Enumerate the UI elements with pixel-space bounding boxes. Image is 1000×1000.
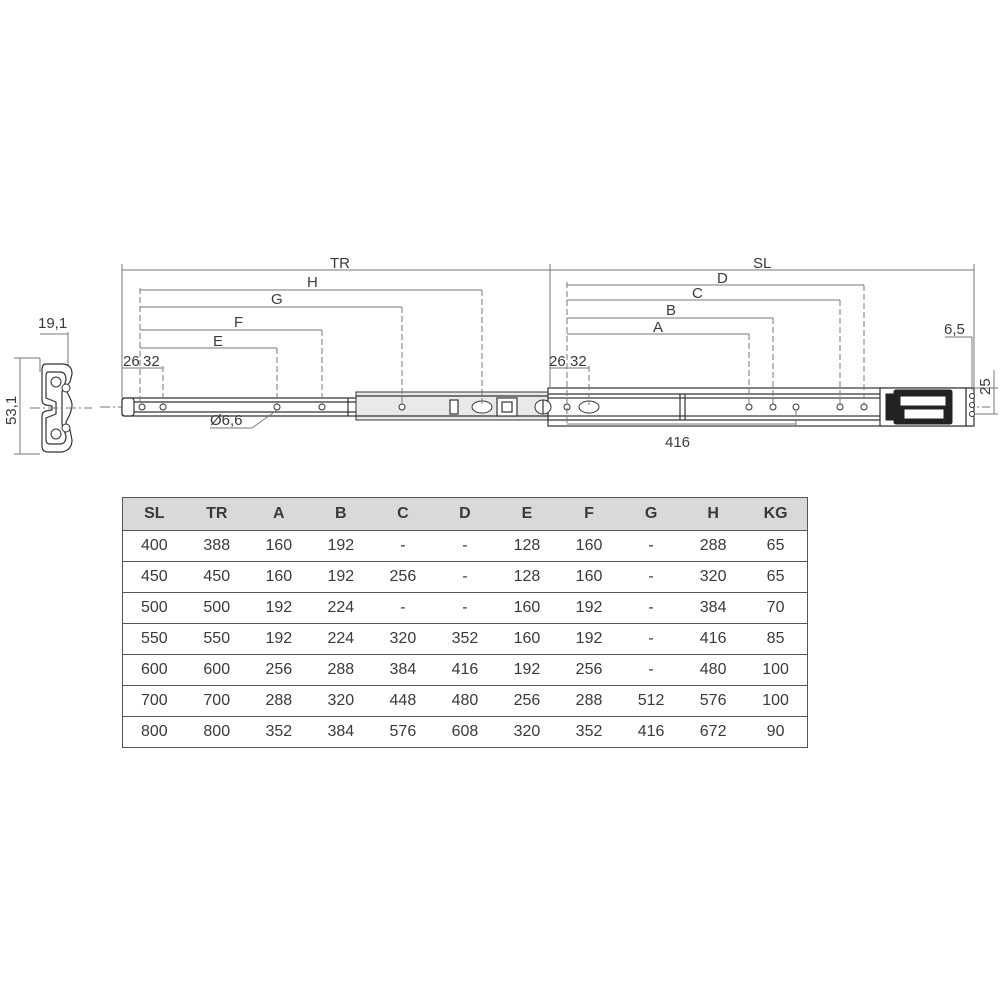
table-cell: 192 <box>575 630 603 647</box>
table-cell: 100 <box>762 692 789 709</box>
column-header-d: D <box>434 498 496 531</box>
table-cell: 320 <box>389 630 417 647</box>
table-row <box>123 593 808 624</box>
dim-b-label: B <box>666 302 677 319</box>
table-cell: 65 <box>766 568 785 585</box>
table-cell: 400 <box>141 537 168 554</box>
column-header-tr: TR <box>186 498 248 531</box>
table-cell: 352 <box>451 630 479 647</box>
dim-416-label: 416 <box>665 434 691 451</box>
table-cell: 192 <box>265 630 293 647</box>
table-cell: 224 <box>327 630 355 647</box>
mount-hole <box>139 404 145 410</box>
table-row <box>123 624 808 655</box>
mount-hole <box>746 404 752 410</box>
table-cell: - <box>462 537 468 554</box>
table-cell: - <box>462 599 468 616</box>
table-cell: 160 <box>575 537 603 554</box>
table-cell: 608 <box>451 723 479 740</box>
table-cell: - <box>648 630 654 647</box>
table-cell: 288 <box>327 661 355 678</box>
mount-hole <box>399 404 405 410</box>
table-cell: 256 <box>575 661 603 678</box>
dim-left-32: 32 <box>143 353 160 370</box>
dim-f-label: F <box>234 314 244 331</box>
table-cell: - <box>400 537 406 554</box>
table-cell: 100 <box>762 661 789 678</box>
table-cell: 320 <box>699 568 727 585</box>
table-cell: 416 <box>451 661 479 678</box>
table-cell: - <box>648 599 654 616</box>
table-cell: 416 <box>699 630 727 647</box>
table-cell: 672 <box>699 723 727 740</box>
column-header-f: F <box>558 498 620 531</box>
table-cell: 65 <box>766 537 785 554</box>
table-row <box>123 655 808 686</box>
dim-d-label: D <box>717 270 728 287</box>
column-header-a: A <box>248 498 310 531</box>
table-cell: 352 <box>265 723 293 740</box>
dim-sl-label: SL <box>753 255 772 272</box>
dim-height-label: 53,1 <box>3 395 20 425</box>
spec-table <box>122 497 808 748</box>
table-cell: 600 <box>141 661 168 678</box>
table-cell: 450 <box>141 568 168 585</box>
table-cell: - <box>462 568 468 585</box>
dim-tr-label: TR <box>330 255 350 272</box>
table-cell: 160 <box>575 568 603 585</box>
table-cell: 90 <box>766 723 785 740</box>
table-cell: 160 <box>513 630 541 647</box>
table-cell: 192 <box>265 599 293 616</box>
table-row <box>123 686 808 717</box>
table-cell: 70 <box>766 599 785 616</box>
table-cell: 600 <box>203 661 231 678</box>
table-cell: 700 <box>141 692 168 709</box>
table-cell: 480 <box>451 692 479 709</box>
table-cell: 85 <box>766 630 785 647</box>
dim-right-26: 26 <box>549 353 566 370</box>
table-cell: 500 <box>141 599 168 616</box>
table-cell: 288 <box>265 692 293 709</box>
table-cell: 352 <box>575 723 603 740</box>
table-cell: 800 <box>203 723 231 740</box>
dim-width-label: 19,1 <box>38 315 68 332</box>
dim-e-label: E <box>213 333 224 350</box>
table-row <box>123 717 808 748</box>
column-header-sl: SL <box>123 498 186 531</box>
table-cell: - <box>648 537 654 554</box>
table-cell: 160 <box>513 599 541 616</box>
table-cell: 288 <box>699 537 727 554</box>
dim-a-label: A <box>653 319 664 336</box>
table-header-row <box>123 498 808 531</box>
table-cell: 320 <box>513 723 541 740</box>
mount-hole <box>793 404 799 410</box>
table-cell: 448 <box>389 692 417 709</box>
dim-6-5-label: 6,5 <box>944 321 965 338</box>
table-cell: 384 <box>327 723 355 740</box>
table-cell: 800 <box>141 723 168 740</box>
dim-g-label: G <box>271 291 283 308</box>
table-cell: 550 <box>203 630 231 647</box>
dim-h-label: H <box>307 274 318 291</box>
table-cell: 388 <box>203 537 231 554</box>
dim-25-label: 25 <box>977 378 994 395</box>
table-cell: 384 <box>699 599 727 616</box>
table-cell: 576 <box>389 723 417 740</box>
dim-left-26: 26 <box>123 353 140 370</box>
table-cell: 512 <box>637 692 665 709</box>
table-cell: 416 <box>637 723 665 740</box>
dim-right-32: 32 <box>570 353 587 370</box>
table-cell: 384 <box>389 661 417 678</box>
dim-c-label: C <box>692 285 703 302</box>
slide-technical-drawing <box>0 0 1000 460</box>
column-header-g: G <box>620 498 682 531</box>
table-cell: 550 <box>141 630 168 647</box>
table-cell: 160 <box>265 568 293 585</box>
table-cell: 450 <box>203 568 231 585</box>
table-cell: 320 <box>327 692 355 709</box>
hole-diameter-label: Ø6,6 <box>210 412 243 429</box>
column-header-h: H <box>682 498 744 531</box>
table-cell: - <box>400 599 406 616</box>
table-cell: 700 <box>203 692 231 709</box>
column-header-e: E <box>496 498 558 531</box>
table-cell: 128 <box>513 568 541 585</box>
table-cell: 288 <box>575 692 603 709</box>
table-cell: - <box>648 568 654 585</box>
cross-section-profile <box>3 315 92 454</box>
table-row <box>123 531 808 562</box>
table-cell: 192 <box>575 599 603 616</box>
column-header-b: B <box>310 498 372 531</box>
column-header-kg: KG <box>744 498 807 531</box>
table-cell: 256 <box>265 661 293 678</box>
table-cell: 500 <box>203 599 231 616</box>
table-cell: 160 <box>265 537 293 554</box>
table-cell: 128 <box>513 537 541 554</box>
table-cell: 224 <box>327 599 355 616</box>
table-cell: 192 <box>327 537 355 554</box>
table-cell: - <box>648 661 654 678</box>
table-cell: 256 <box>389 568 417 585</box>
table-row <box>123 562 808 593</box>
column-header-c: C <box>372 498 434 531</box>
table-cell: 192 <box>327 568 355 585</box>
table-cell: 576 <box>699 692 727 709</box>
table-cell: 192 <box>513 661 541 678</box>
table-cell: 480 <box>699 661 727 678</box>
table-cell: 256 <box>513 692 541 709</box>
